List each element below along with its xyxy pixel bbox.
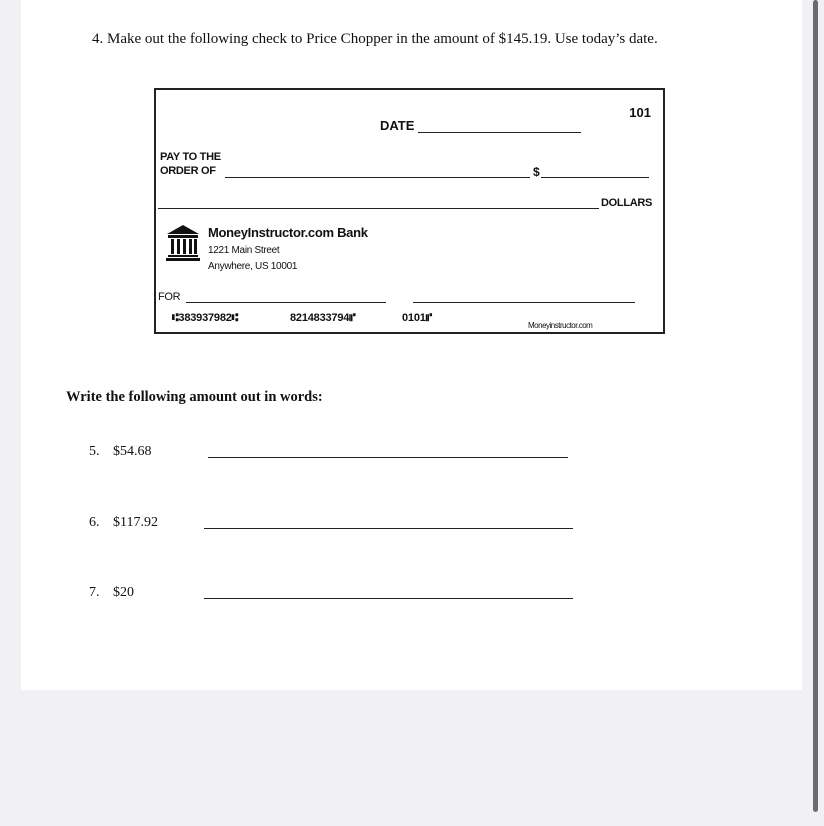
check-number: 101 <box>629 105 651 120</box>
micr-account-number: 8214833794⑈ <box>290 312 356 324</box>
question-4: 4. Make out the following check to Price Chopper in the amount of $145.19. Use today’s date. <box>92 31 658 47</box>
signature-line[interactable] <box>413 302 635 303</box>
item-6-answer-line[interactable] <box>204 528 573 529</box>
item-5-answer-line[interactable] <box>208 457 568 458</box>
words-heading: Write the following amount out in words: <box>66 389 323 405</box>
amount-words-line[interactable] <box>158 208 599 209</box>
vertical-scrollbar[interactable] <box>813 0 818 812</box>
pay-to-label: PAY TO THE ORDER OF <box>160 151 221 177</box>
check-form <box>154 88 665 334</box>
item-5-amount: $54.68 <box>113 444 152 459</box>
for-label: FOR <box>158 291 181 303</box>
item-6-amount: $117.92 <box>113 515 158 530</box>
bank-building-icon <box>165 223 201 263</box>
bank-website: Moneyinstructor.com <box>528 321 593 330</box>
dollars-label: DOLLARS <box>601 197 653 209</box>
item-7-number: 7. <box>89 585 100 600</box>
amount-line[interactable] <box>541 177 649 178</box>
item-7-answer-line[interactable] <box>204 598 573 599</box>
bank-name: MoneyInstructor.com Bank <box>208 225 368 240</box>
bank-address: 1221 Main Street Anywhere, US 10001 <box>208 245 298 272</box>
micr-check-number: 0101⑈ <box>402 312 433 324</box>
payee-line[interactable] <box>225 177 530 178</box>
micr-routing-number: ⑆383937982⑆ <box>172 312 239 324</box>
item-5-number: 5. <box>89 444 100 459</box>
date-line[interactable] <box>418 132 581 133</box>
date-label: DATE <box>380 118 415 133</box>
item-7-amount: $20 <box>113 585 134 600</box>
dollar-sign: $ <box>533 165 540 179</box>
item-6-number: 6. <box>89 515 100 530</box>
memo-line[interactable] <box>186 302 386 303</box>
